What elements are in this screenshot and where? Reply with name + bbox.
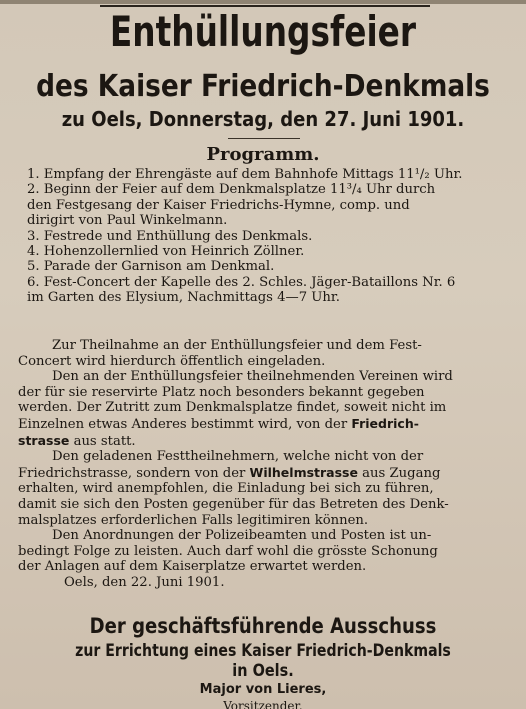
programme-list bbox=[27, 167, 522, 306]
programme-line: den Festgesang der Kaiser Friedrichs-Hymne, comp. und bbox=[27, 197, 410, 213]
signatory-name: Major von Lieres, bbox=[199, 682, 327, 697]
signatory-role: Vorsitzender. bbox=[223, 699, 303, 709]
programme-line: im Garten des Elysium, Nachmittags 4—7 Uhr. bbox=[27, 290, 340, 306]
body-line: malsplatzes erforderlichen Falls legitimiren können. bbox=[18, 512, 369, 528]
body-text: Einzelnen etwas Anderes bestimmt wird, von der bbox=[18, 416, 348, 432]
body-text: Friedrichstrasse, sondern von der bbox=[18, 465, 246, 481]
notice-body bbox=[18, 338, 522, 591]
committee-name: Der geschäftsführende Ausschuss bbox=[89, 614, 437, 638]
programme-line: dirigirt von Paul Winkelmann. bbox=[27, 213, 228, 229]
committee-town: in Oels. bbox=[232, 661, 294, 681]
body-line: der Anlagen auf dem Kaiserplatze erwartet werden. bbox=[18, 559, 367, 575]
body-line: Concert wird hierdurch öffentlich eingeladen. bbox=[18, 353, 326, 369]
body-line: Den an der Enthüllungsfeier theilnehmenden Vereinen wird bbox=[52, 369, 453, 385]
place-date-line: zu Oels, Donnerstag, den 27. Juni 1901. bbox=[61, 107, 465, 131]
dated-line: Oels, den 22. Juni 1901. bbox=[64, 574, 225, 590]
programme-line: 3. Festrede und Enthüllung des Denkmals. bbox=[27, 228, 313, 244]
programme-line: 5. Parade der Garnison am Denkmal. bbox=[27, 259, 275, 275]
programme-line: 4. Hohenzollernlied von Heinrich Zöllner. bbox=[27, 244, 305, 260]
notice-title: Enthüllungsfeier bbox=[109, 7, 417, 56]
committee-purpose: zur Errichtung eines Kaiser Friedrich-Denkmals bbox=[75, 641, 451, 661]
body-line: der für sie reservirte Platz noch besonders bekannt gegeben bbox=[18, 384, 425, 400]
programme-line: 2. Beginn der Feier auf dem Denkmalsplatze 11³/₄ Uhr durch bbox=[27, 182, 436, 198]
notice-subtitle: des Kaiser Friedrich-Denkmals bbox=[36, 69, 490, 104]
programme-line: 6. Fest-Concert der Kapelle des 2. Schles. Jäger-Bataillons Nr. 6 bbox=[27, 274, 456, 290]
body-line: werden. Der Zutritt zum Denkmalsplatze findet, soweit nicht im bbox=[18, 400, 447, 416]
body-line: erhalten, wird anempfohlen, die Einladung bei sich zu führen, bbox=[18, 481, 434, 497]
body-line bbox=[18, 433, 522, 450]
street-name: Wilhelmstrasse bbox=[249, 464, 358, 480]
body-line: Den geladenen Festtheilnehmern, welche nicht von der bbox=[52, 449, 424, 465]
body-text: aus Zugang bbox=[362, 465, 441, 481]
separator-rule bbox=[228, 138, 300, 139]
street-name: Friedrich- bbox=[351, 415, 419, 431]
programme-line: 1. Empfang der Ehrengäste auf dem Bahnhofe Mittags 11¹/₂ Uhr. bbox=[27, 167, 463, 182]
body-text: aus statt. bbox=[73, 433, 136, 449]
programme-heading: Programm. bbox=[206, 144, 320, 165]
street-name: strasse bbox=[18, 432, 70, 448]
body-line bbox=[18, 465, 522, 482]
body-line bbox=[18, 416, 522, 433]
body-line: Zur Theilnahme an der Enthüllungsfeier und dem Fest- bbox=[52, 338, 422, 353]
body-line: bedingt Folge zu leisten. Auch darf wohl die grösste Schonung bbox=[18, 543, 438, 559]
body-line: Den Anordnungen der Polizeibeamten und Posten ist un- bbox=[52, 528, 432, 544]
body-line: damit sie sich den Posten gegenüber für das Betreten des Denk- bbox=[18, 496, 449, 512]
